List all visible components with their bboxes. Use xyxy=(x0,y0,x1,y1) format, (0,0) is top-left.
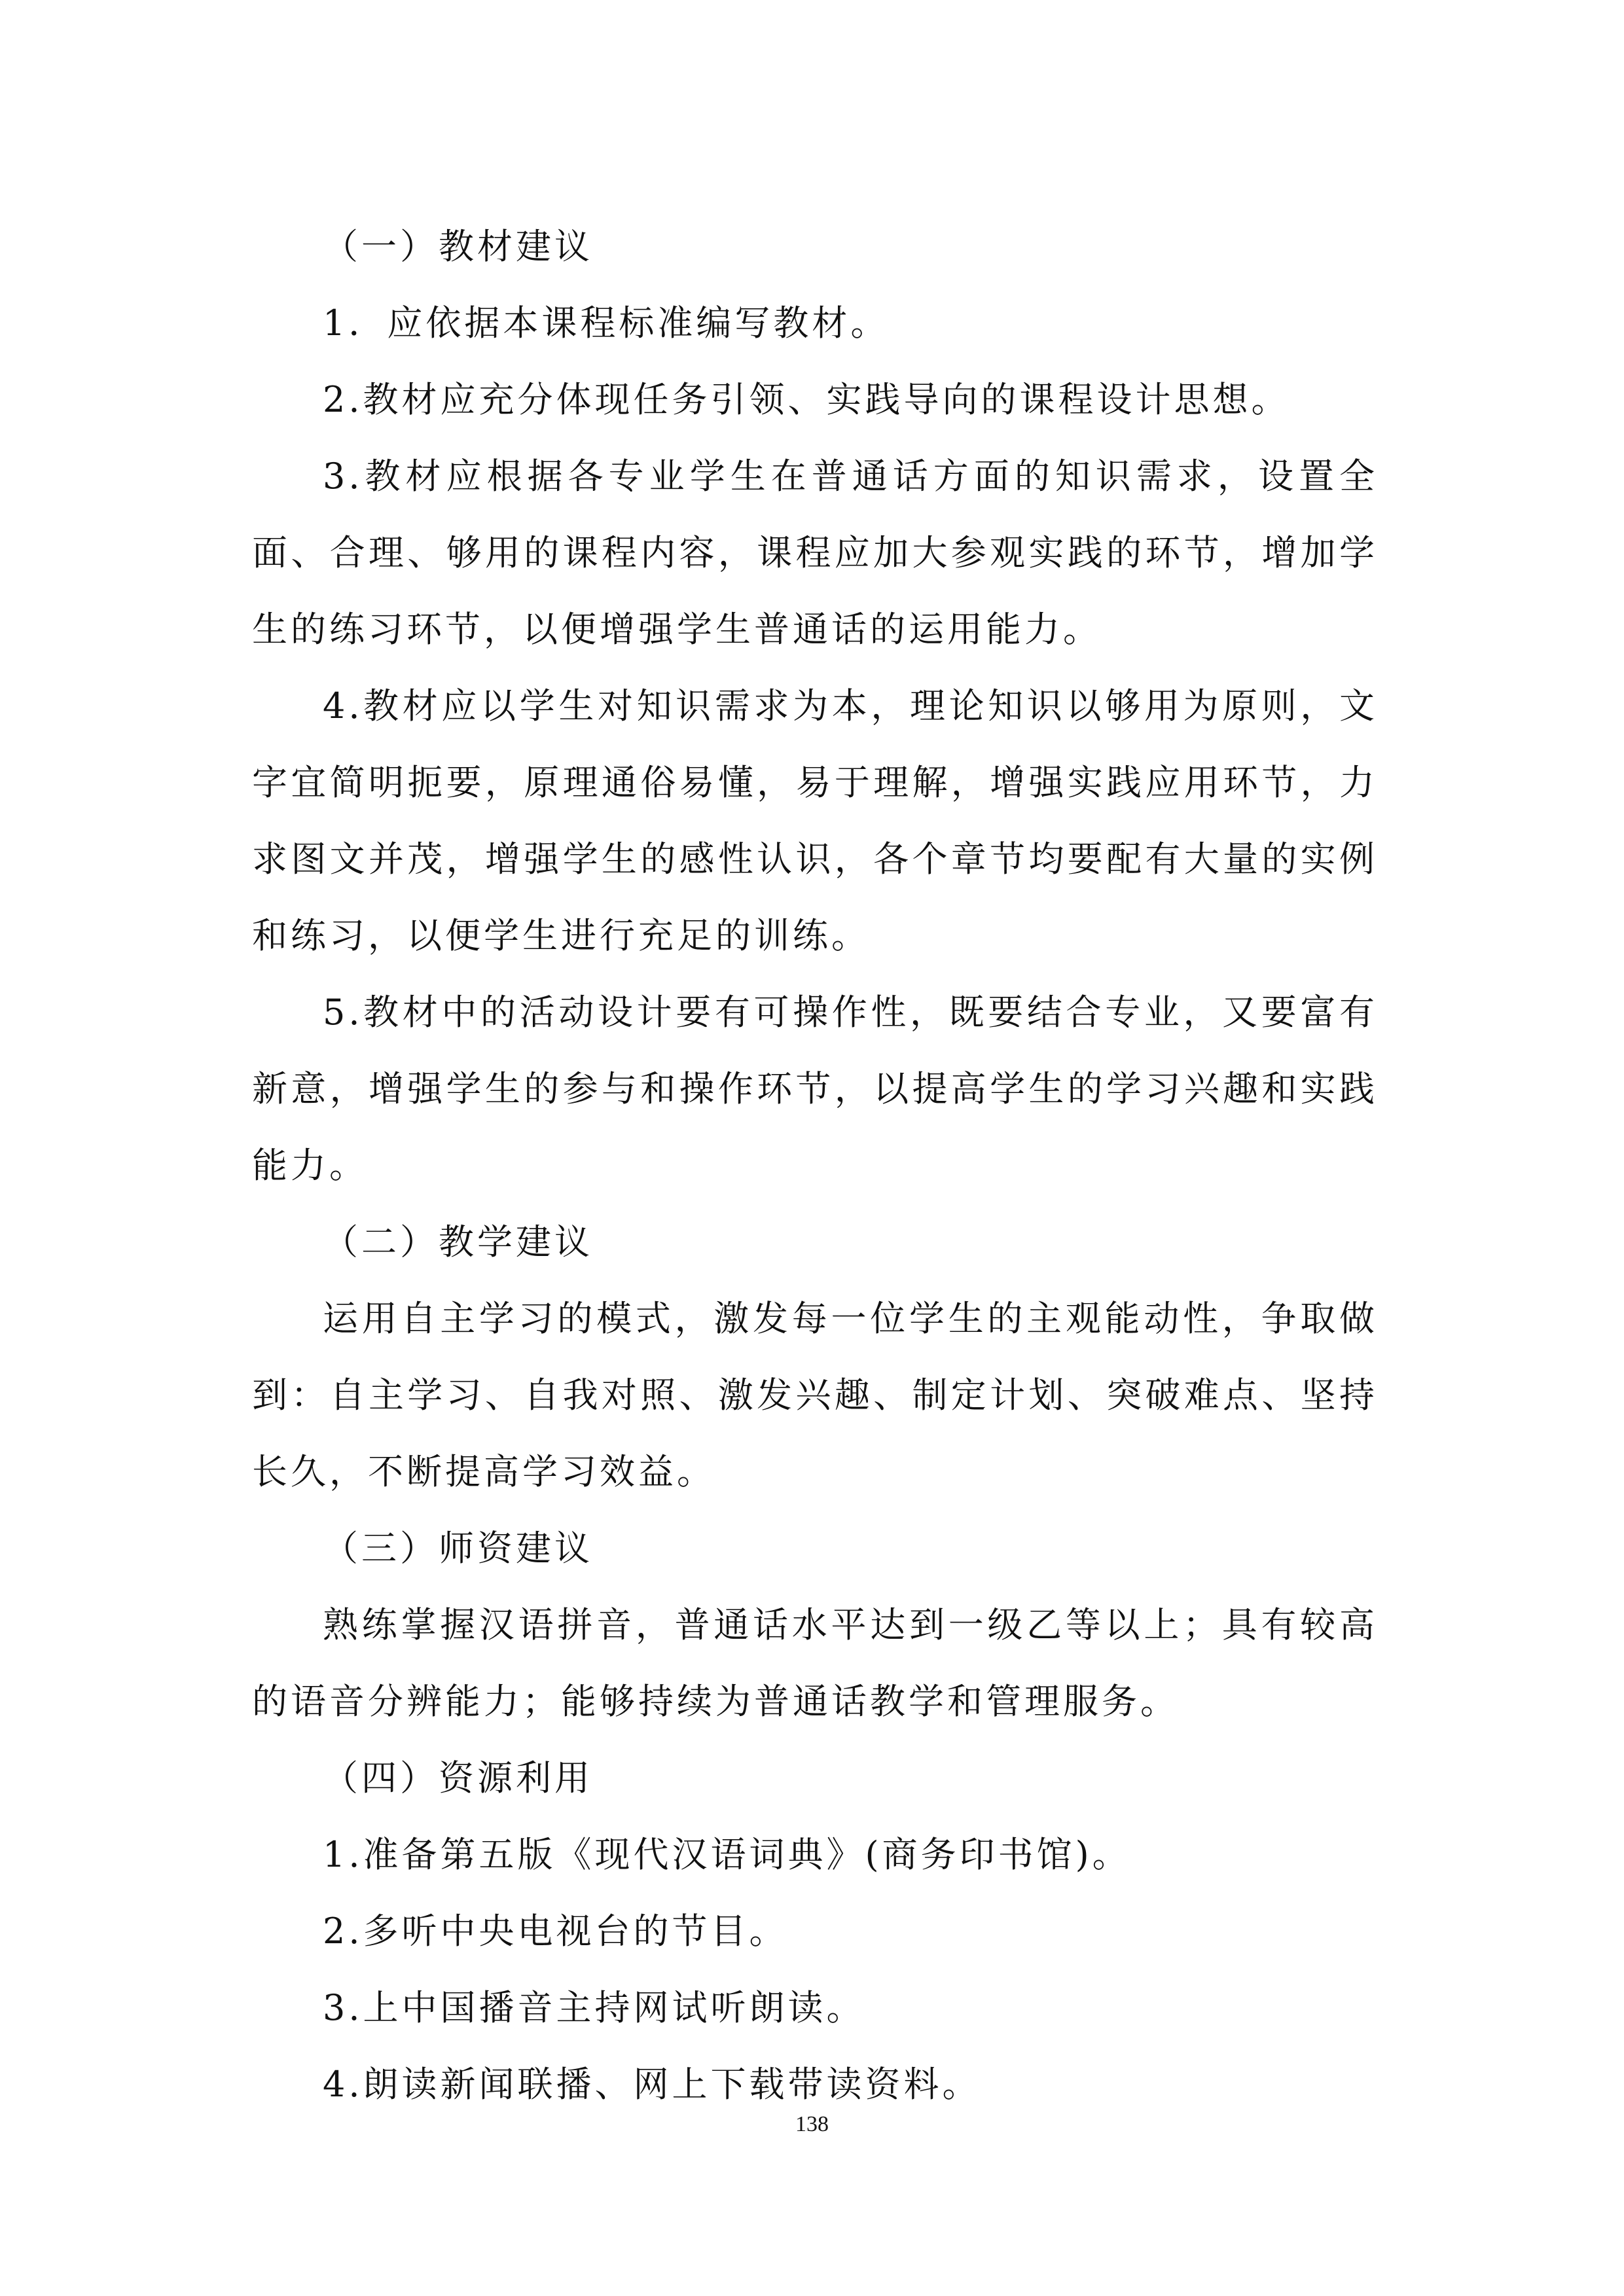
resource-item-2: 2.多听中央电视台的节目。 xyxy=(323,1910,788,1952)
teaching-paragraph: 运用自主学习的模式，激发每一位学生的主观能动性，争取做到：自主学习、自我对照、激发兴趣、制定计划、突破难点、坚持长久，不断提高学习效益。 xyxy=(252,1298,1378,1492)
faculty-paragraph: 熟练掌握汉语拼音，普通话水平达到一级乙等以上；具有较高的语音分辨能力；能够持续为普通话教学和管理服务。 xyxy=(252,1604,1378,1722)
heading-resource-use: （四）资源利用 xyxy=(323,1757,593,1799)
heading-faculty-suggestions: （三）师资建议 xyxy=(323,1528,593,1569)
document-body xyxy=(252,208,1378,2123)
textbook-item-1: 1．应依据本课程标准编写教材。 xyxy=(323,302,890,344)
textbook-item-4: 4.教材应以学生对知识需求为本，理论知识以够用为原则，文字宜简明扼要，原理通俗易懂，易于理解，增强实践应用环节，力求图文并茂，增强学生的感性认识，各个章节均要配有大量的实例和练习，以便学生进行充足的训练。 xyxy=(252,685,1378,956)
heading-teaching-suggestions: （二）教学建议 xyxy=(323,1221,593,1263)
resource-item-4: 4.朗读新闻联播、网上下载带读资料。 xyxy=(323,2064,981,2105)
textbook-item-2: 2.教材应充分体现任务引领、实践导向的课程设计思想。 xyxy=(323,379,1290,420)
textbook-item-5: 5.教材中的活动设计要有可操作性，既要结合专业，又要富有新意，增强学生的参与和操作环节，以提高学生的学习兴趣和实践能力。 xyxy=(252,992,1378,1186)
textbook-item-3: 3.教材应根据各专业学生在普通话方面的知识需求，设置全面、合理、够用的课程内容，课程应加大参观实践的环节，增加学生的练习环节，以便增强学生普通话的运用能力。 xyxy=(252,456,1378,650)
heading-textbook-suggestions: （一）教材建议 xyxy=(323,226,593,267)
resource-item-1: 1.准备第五版《现代汉语词典》(商务印书馆)。 xyxy=(323,1834,1131,1875)
resource-item-3: 3.上中国播音主持网试听朗读。 xyxy=(323,1987,865,2028)
page-number: 138 xyxy=(795,2112,829,2136)
